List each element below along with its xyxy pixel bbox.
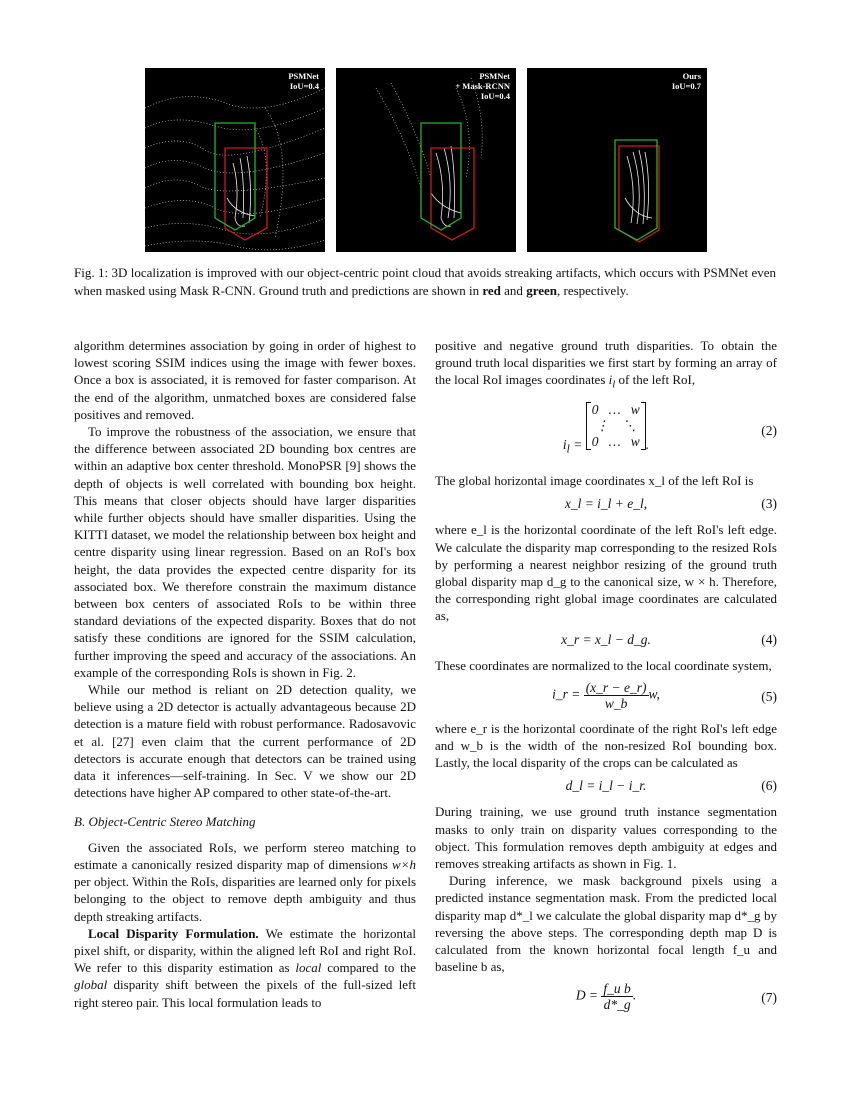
paragraph: During training, we use ground truth instance segmentation masks to only train on disparity values corresponding to the object. This formulation removes depth ambiguity at edges and removes streaking artifacts as shown in Fig. 1.	[435, 804, 777, 872]
panel-label: Ours IoU=0.7	[671, 71, 701, 91]
figure-panel-ours	[527, 68, 707, 252]
paragraph: where e_r is the horizontal coordinate of the right RoI's left edge and w_b is the width of the non-resized RoI bounding box. Lastly, the local disparity of the crops can be calculated as	[435, 720, 777, 771]
paragraph: where e_l is the horizontal coordinate of the left RoI's left edge. We calculate the disparity map corresponding to the resized RoIs by performing a nearest neighbor resizing of the ground truth global disparity map d_g to the canonical size, w × h. Therefore, the corresponding right global image coordinates are calculated as,	[435, 522, 777, 624]
panel-label: PSMNet IoU=0.4	[288, 71, 319, 91]
equation-4: x_r = x_l − d_g. (4)	[561, 631, 777, 647]
paragraph: To improve the robustness of the association, we ensure that the difference between associated 2D bounding box centres are within an adaptive box center threshold. MonoPSR [9] shows the depth of objects is well correlated with bounding box height. This means that closer objects should have larger disparities while further objects should have smaller disparities. Using the KITTI dataset, we model the relationship between box height and centre disparity using linear regression. Based on an RoI's box height, the data provides the expected centre disparity for its associated box. We therefore constrain the maximum distance between box centers of associated RoIs to be within three standard deviations of the expected disparity. Boxes that do not satisfy these conditions are ignored for the SSIM calculation, further improving the speed and accuracy of the associations. An example of the corresponding RoIs is shown in Fig. 2.	[74, 424, 416, 680]
pred-box-green	[615, 140, 657, 240]
left-column	[74, 337, 416, 1011]
caption-red: red	[482, 283, 501, 298]
figure-panel-psmnet	[145, 68, 325, 252]
gt-box-red	[225, 148, 267, 240]
equation-number: (2)	[761, 423, 777, 439]
figure-panel-psmnet-maskrcnn	[336, 68, 516, 252]
equation-number: (3)	[761, 496, 777, 512]
equation-number: (4)	[761, 631, 777, 647]
paragraph-heading: Local Disparity Formulation.	[88, 925, 259, 941]
equation-2: $i_l$ = 0 … w ⋮ ⋱ 0 … w . (2)	[562, 402, 777, 456]
paragraph: algorithm determines association by going in order of highest to lowest scoring SSIM indices using the image with fewer boxes. Once a box is associated, it is removed for faster comparison. At the end of the algorithm, unmatched boxes are considered false positives and removed.	[74, 338, 416, 422]
gt-box-red	[431, 148, 474, 240]
equation-5: i_r = $\frac{(x\_r - e\_r)}{w\_b}$ w, (5)	[552, 679, 777, 711]
equation-number: (6)	[761, 778, 777, 794]
paragraph: Local Disparity Formulation. We estimate the horizontal pixel shift, or disparity, within the aligned left RoI and right RoI. We refer to this disparity estimation as local compared to the global disparity shift between the pixels of the full-sized left right stereo pair. This local formulation leads to	[74, 925, 417, 1010]
equation-number: (7)	[761, 990, 777, 1006]
equation-7: D = $\frac{\text{f\_u b}}{d*\_g}$ . (7)	[575, 981, 777, 1013]
pred-box-green	[421, 123, 461, 230]
figure-caption: Fig. 1: 3D localization is improved with our object-centric point cloud that avoids streaking artifacts, which occurs with PSMNet even when masked using Mask R-CNN. Ground truth and predictions are shown in red and green, respectively.	[74, 265, 776, 298]
equation-number: (5)	[761, 688, 777, 704]
paragraph: The global horizontal image coordinates x_l of the left RoI is	[435, 473, 754, 489]
paragraph: While our method is reliant on 2D detection quality, we believe using a 2D detector is actually advantageous because 2D detection is a mature field with robust performance. Radosavovic et al. [27] even claim that the current performance of 2D detectors is accurate enough that detectors can be trained using data it inferences—self-training. In Sec. V we show our 2D detections have higher AP compared to other state-of-the-art.	[74, 682, 416, 801]
caption-green: green	[526, 283, 557, 298]
point-cloud-psmnet	[145, 68, 325, 252]
paragraph: These coordinates are normalized to the local coordinate system,	[435, 657, 772, 673]
equation-3: x_l = i_l + e_l, (3)	[564, 496, 777, 512]
right-column	[435, 337, 777, 1021]
section-heading: B. Object-Centric Stereo Matching	[74, 814, 256, 830]
panel-label: PSMNet + Mask-RCNN IoU=0.4	[455, 71, 510, 101]
pred-box-green	[215, 123, 255, 230]
paragraph: During inference, we mask background pixels using a predicted instance segmentation mask. From the predicted local disparity map d*_l we calculate the global disparity map d*_g by reversing the above steps. The corresponding depth map D is calculated from the known horizontal focal length f_u and baseline b as,	[435, 873, 777, 975]
point-cloud-ours	[527, 68, 707, 252]
paragraph: Given the associated RoIs, we perform stereo matching to estimate a canonically resized disparity map of dimensions w×h per object. Within the RoIs, disparities are learned only for pixels belonging to the object to remove depth ambiguity and thus depth streaking artifacts.	[74, 839, 416, 924]
coordinate-matrix: 0 … w ⋮ ⋱ 0 … w	[586, 402, 646, 450]
paragraph: positive and negative ground truth disparities. To obtain the ground truth local disparities we first start by forming an array of the local RoI images coordinates $i_l$ of the left RoI,	[435, 338, 777, 391]
equation-6: d_l = i_l − i_r. (6)	[565, 778, 777, 794]
